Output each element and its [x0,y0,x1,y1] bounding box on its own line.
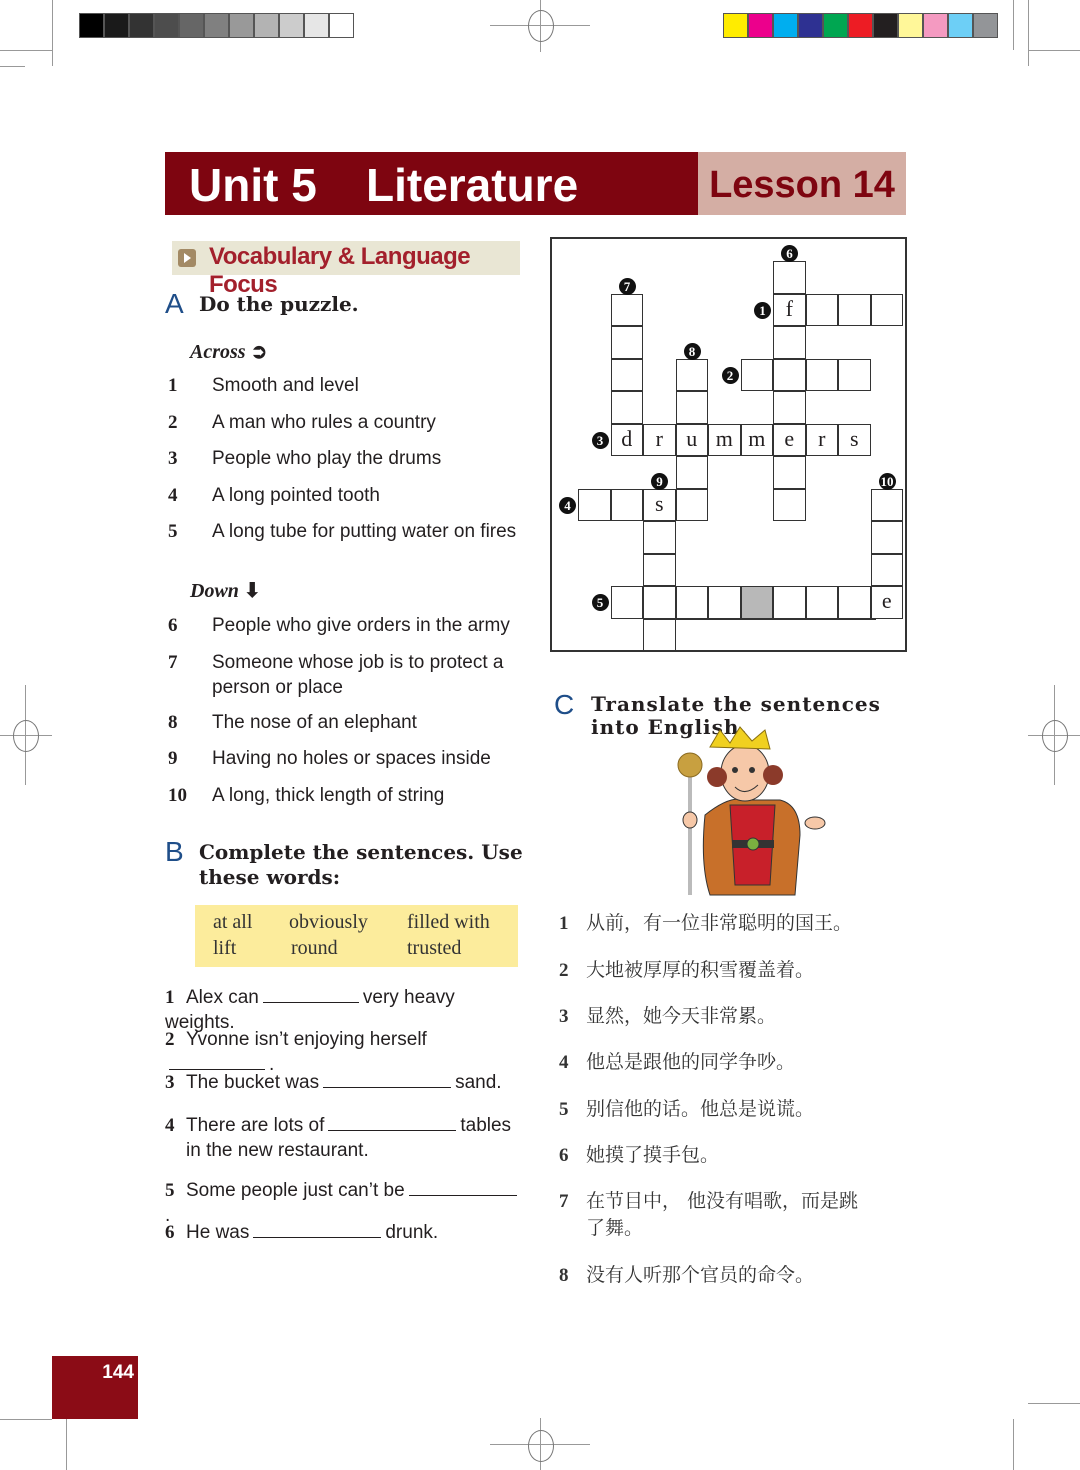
crop-mark [52,0,53,66]
crossword-cell[interactable] [773,489,806,522]
sentence-item [165,1220,525,1245]
clue-text: A long tube for putting water on fires [212,521,517,542]
sentence-text-before: Some people just can’t be [186,1180,405,1201]
sentence-text-after: sand. [455,1072,502,1093]
word-bank [195,905,518,967]
crossword-cell[interactable] [806,359,839,392]
sentence-text-after: . [269,1054,275,1075]
crossword-cell[interactable] [676,456,709,489]
clue-number-marker: 4 [559,497,576,514]
crossword-cell[interactable]: u [676,424,709,457]
clue-number: 8 [168,711,178,733]
crop-mark [1028,0,1029,66]
down-label: Down [190,580,239,602]
clue-number: 7 [168,651,178,673]
gray-swatch [254,13,279,38]
answer-blank[interactable] [253,1223,381,1238]
translation-text: 没有人听那个官员的命令。 [586,1264,815,1286]
translation-number: 6 [559,1145,569,1166]
clue-number-marker: 5 [592,594,609,611]
unit-title-bar [165,152,698,215]
translation-item [559,957,899,984]
clue-item [168,613,547,638]
clue-number: 2 [168,411,178,433]
translation-number: 5 [559,1099,569,1120]
clue-text: The nose of an elephant [212,711,417,733]
crossword-cell[interactable] [611,391,644,424]
section-banner [172,241,520,298]
crossword-cell[interactable] [676,359,709,392]
crossword-cell[interactable] [871,489,904,522]
crossword-grid [550,237,907,652]
answer-blank[interactable] [409,1181,517,1196]
unit-title: Literature [366,159,579,211]
clue-number: 9 [168,748,178,769]
down-heading [190,578,261,603]
color-swatch [898,13,923,38]
arrow-right-icon: ➲ [250,341,268,363]
crossword-cell[interactable]: s [838,424,871,457]
clue-number-marker: 2 [722,367,739,384]
crop-mark [0,1419,52,1420]
word-bank-item: obviously [289,911,368,933]
section-letter-c: C [554,689,575,720]
clue-number-marker: 1 [754,302,771,319]
crossword-cell[interactable]: r [643,424,676,457]
play-icon [178,249,196,267]
crossword-cell[interactable] [676,586,709,619]
gray-swatch [154,13,179,38]
gray-swatch [304,13,329,38]
translation-item [559,1188,899,1242]
word-bank-item: round [291,937,338,959]
crossword-cell[interactable] [611,326,644,359]
clue-number: 6 [168,615,178,636]
word-bank-item: at all [213,911,253,933]
clue-number-marker: 9 [651,473,668,490]
page-number: 144 [52,1356,138,1419]
translation-number: 7 [559,1191,569,1212]
sentence-number: 3 [165,1072,175,1093]
crossword-cell[interactable] [773,456,806,489]
answer-blank[interactable] [263,988,359,1003]
translation-number: 3 [559,1006,569,1027]
gray-swatch [104,13,129,38]
clue-text: People who play the drums [212,448,442,469]
sentence-text-before: There are lots of [186,1115,325,1136]
sentence-item [165,1113,525,1163]
crossword-cell[interactable] [871,521,904,554]
clue-text: People who give orders in the army [212,615,510,636]
gray-swatch [279,13,304,38]
translation-line2: 了舞。 [586,1217,644,1239]
lesson-label: Lesson 14 [698,152,906,215]
sentence-text-after: . [165,1205,171,1226]
crossword-cell[interactable] [643,586,676,619]
clue-item [168,519,547,544]
clue-number: 4 [168,484,178,506]
clue-text: Smooth and level [212,375,359,396]
translation-number: 8 [559,1265,569,1286]
crop-mark [1013,1419,1014,1470]
translation-text: 他总是跟他的同学争吵。 [586,1051,796,1073]
crossword-cell[interactable] [773,326,806,359]
word-bank-item: lift [213,937,237,959]
crossword-cell[interactable] [611,489,644,522]
clue-number-marker: 10 [880,473,894,489]
crossword-cell[interactable] [838,586,871,619]
registration-mark [528,1430,554,1462]
sentence-number: 4 [165,1115,175,1136]
crossword-cell[interactable]: f [773,294,806,327]
clue-number: 1 [168,375,178,396]
registration-mark [528,10,554,42]
crossword-cell[interactable]: e [871,586,904,619]
crossword-cell[interactable] [838,294,871,327]
crossword-cell[interactable] [578,489,611,522]
clue-item [168,783,547,808]
sentence-text-before: Yvonne isn’t enjoying herself [186,1029,427,1050]
translation-number: 4 [559,1052,569,1073]
color-swatch [848,13,873,38]
sentence-number: 6 [165,1222,175,1243]
sentence-number: 2 [165,1029,175,1050]
crossword-cell[interactable] [806,586,839,619]
clue-number: 3 [168,448,178,469]
translation-text: 别信他的话。他总是说谎。 [586,1098,815,1120]
crossword-cell[interactable]: m [741,424,774,457]
crossword-cell[interactable] [741,586,774,619]
crossword-cell[interactable] [741,359,774,392]
section-letter-b: B [165,836,184,867]
crossword-cell[interactable]: s [643,489,676,522]
crop-mark [66,1419,67,1470]
section-b-title: Complete the sentences. Use these words: [199,840,523,889]
crossword-cell[interactable] [773,261,806,294]
color-swatch [948,13,973,38]
word-bank-item: trusted [407,937,462,959]
crossword-cell[interactable]: m [708,424,741,457]
answer-blank[interactable] [169,1055,265,1070]
registration-mark [13,720,39,752]
translation-item [559,1003,899,1030]
section-letter-a: A [165,288,184,319]
crop-mark [0,66,25,67]
crossword-cell[interactable] [871,554,904,587]
sentence-item [165,1070,525,1095]
gray-swatch [179,13,204,38]
clue-number-marker: 7 [619,278,636,295]
sentence-text-after: tables [460,1115,512,1136]
section-a-title: Do the puzzle. [199,292,359,316]
crossword-rule [676,619,876,621]
sentence-text-after: drunk. [385,1222,439,1243]
crossword-cell[interactable] [806,294,839,327]
sentence-number: 1 [165,987,175,1008]
section-banner-label: Vocabulary & Language Focus [209,243,471,298]
crossword-cell[interactable]: e [773,424,806,457]
crossword-cell[interactable] [773,391,806,424]
color-swatch [723,13,748,38]
clue-item [168,410,547,435]
gray-swatch [129,13,154,38]
crossword-cell[interactable] [611,359,644,392]
color-swatch [798,13,823,38]
translation-number: 2 [559,960,569,981]
crossword-cell[interactable]: r [806,424,839,457]
crossword-cell[interactable] [611,294,644,327]
sentence-text-before: The bucket was [186,1072,320,1093]
gray-swatch [229,13,254,38]
translation-text: 显然，她今天非常累。 [586,1005,777,1027]
clue-text: Having no holes or spaces inside [212,748,491,769]
king-illustration [670,725,835,900]
clue-item [168,746,547,771]
across-label: Across [190,341,246,363]
clue-item [168,483,547,508]
color-swatch [923,13,948,38]
translation-item [559,1049,899,1076]
word-bank-item: filled with [407,911,490,933]
answer-blank[interactable] [323,1073,451,1088]
crossword-cell[interactable] [838,359,871,392]
unit-number: Unit 5 [189,159,317,211]
clue-item [168,710,547,735]
translation-number: 1 [559,913,569,934]
crossword-cell[interactable] [773,586,806,619]
clue-number-marker: 8 [684,343,701,360]
clue-item [168,650,547,700]
translation-item [559,1142,899,1169]
color-swatch [973,13,998,38]
gray-swatch [79,13,104,38]
crop-mark [1013,0,1014,50]
clue-item [168,446,547,471]
gray-swatch [329,13,354,38]
crossword-cell[interactable] [708,586,741,619]
crossword-cell[interactable] [773,359,806,392]
clue-text: A man who rules a country [212,411,436,433]
gray-swatch [204,13,229,38]
translation-text: 在节目中， 他没有唱歌，而是跳 [586,1190,859,1212]
crossword-cell[interactable] [643,521,676,554]
translation-text: 她摸了摸手包。 [586,1144,720,1166]
color-swatch [823,13,848,38]
across-heading [190,339,267,364]
sentence-text-after: very heavy weights. [165,987,455,1033]
crossword-cell[interactable] [643,554,676,587]
clue-number-marker: 3 [592,432,609,449]
crossword-cell[interactable] [871,294,904,327]
answer-blank[interactable] [328,1116,456,1131]
registration-mark [1042,720,1068,752]
clue-number: 5 [168,521,178,542]
section-c-title: Translate the sentences into English. [591,692,881,739]
crossword-cell[interactable] [643,619,676,652]
crossword-cell[interactable] [676,489,709,522]
translation-text: 从前，有一位非常聪明的国王。 [586,912,853,934]
clue-text: Someone whose job is to protect a person or place [212,651,504,698]
color-swatch [773,13,798,38]
color-swatch [873,13,898,38]
clue-text: A long, thick length of string [212,784,445,806]
color-swatch [748,13,773,38]
clue-number-marker: 6 [781,245,798,262]
translation-item [559,910,899,937]
clue-text: A long pointed tooth [212,484,380,506]
crop-mark [1028,1403,1080,1404]
translation-text: 大地被厚厚的积雪覆盖着。 [586,959,815,981]
crop-mark [0,50,52,51]
crossword-cell[interactable] [611,586,644,619]
translation-item [559,1096,899,1123]
crop-mark [1028,50,1080,51]
translation-item [559,1262,899,1289]
sentence-line2: in the new restaurant. [186,1140,369,1161]
arrow-down-icon: ⬇ [243,580,261,602]
clue-number: 10 [168,784,187,806]
clue-item [168,373,547,398]
sentence-number: 5 [165,1180,175,1201]
crossword-cell[interactable] [676,391,709,424]
sentence-text-before: He was [186,1222,250,1243]
sentence-text-before: Alex can [186,987,259,1008]
crossword-cell[interactable]: d [611,424,644,457]
